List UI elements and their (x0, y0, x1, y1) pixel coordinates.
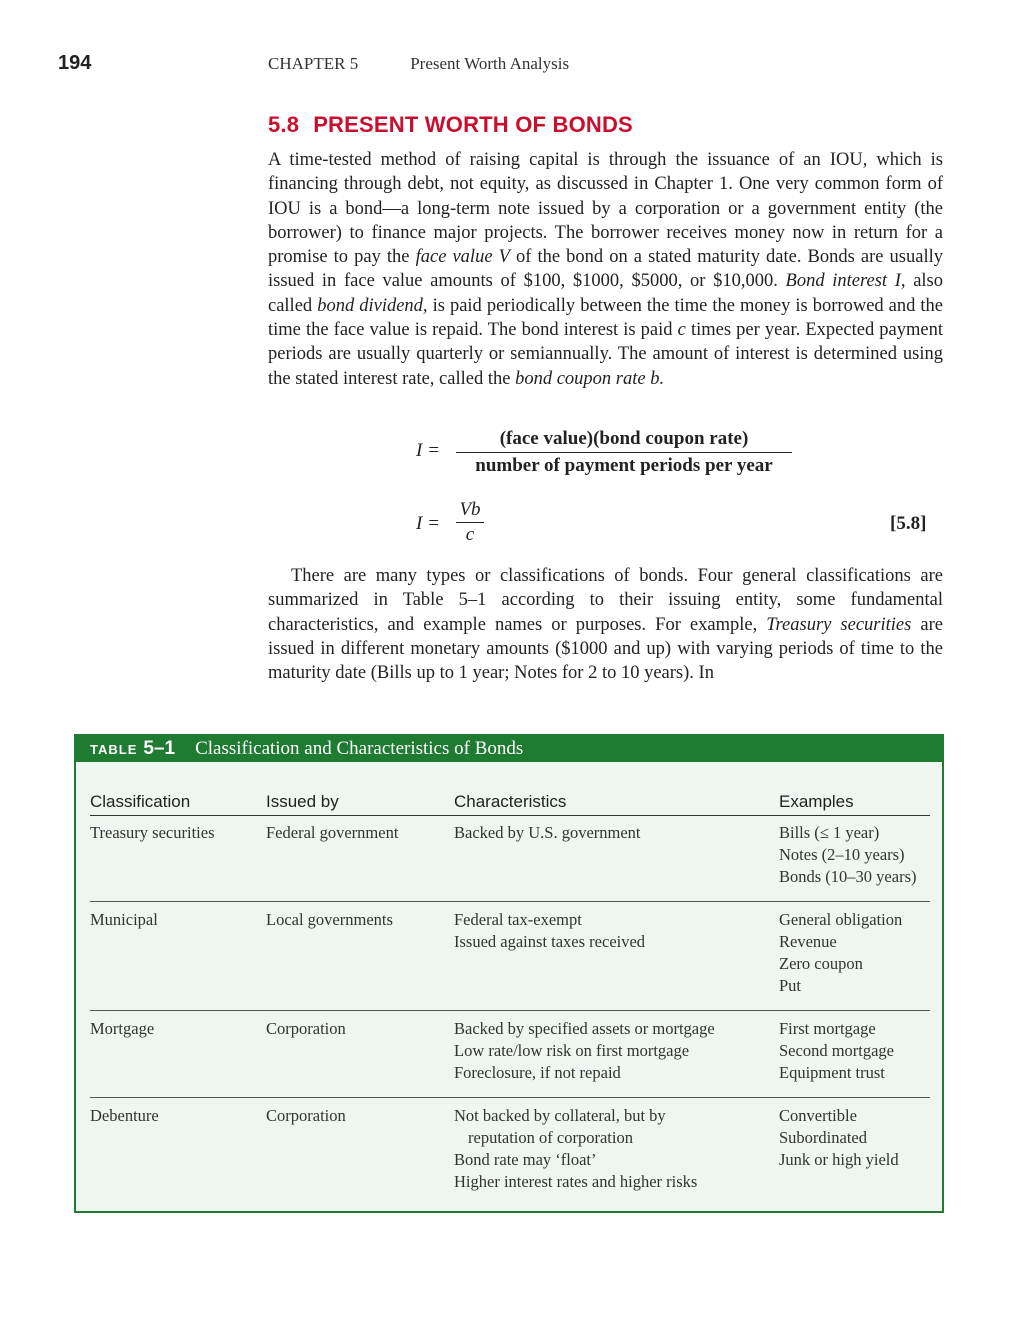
row-rule (90, 901, 930, 902)
formula1-fraction (456, 428, 792, 477)
table-number: 5–1 (143, 738, 176, 759)
section-number: 5.8 (268, 112, 300, 137)
example-line: Subordinated (779, 1128, 867, 1147)
column-header-examples: Examples (779, 792, 854, 811)
text-run: A time-tested method of raising capital is through the issuance of an IOU, which is financing through debt, not equity, as discussed in Chapter 1. One very common form of IOU is a bond—a long-term note issued by a corporation or a government entity (the borrower) to finance major projects. The borrower receives money now in return for a promise to pay the (268, 150, 943, 268)
row-rule (90, 1097, 930, 1098)
cell-issued-by: Corporation (266, 1019, 346, 1038)
cell-issued-by: Local governments (266, 910, 393, 929)
cell-characteristics (454, 909, 645, 953)
formula2-denominator: c (465, 524, 475, 545)
term-bond-interest: Bond interest I, (785, 271, 906, 292)
formula1-numerator: (face value)(bond coupon rate) (456, 428, 792, 453)
row-rule (90, 1010, 930, 1011)
cell-examples (779, 909, 902, 997)
section-heading (268, 112, 633, 138)
cell-issued-by: Federal government (266, 823, 399, 842)
example-line: Notes (2–10 years) (779, 845, 905, 864)
characteristic-line: Federal tax-exempt (454, 910, 582, 929)
page-number: 194 (58, 52, 92, 74)
table-caption: Classification and Characteristics of Bonds (195, 738, 524, 759)
term-c: c (677, 320, 686, 341)
formula2-lhs: I = (416, 513, 440, 534)
table-label: TABLE (90, 741, 138, 757)
cell-issued-by: Corporation (266, 1106, 346, 1125)
characteristic-line: reputation of corporation (468, 1128, 633, 1147)
cell-examples (779, 1018, 894, 1084)
example-line: General obligation (779, 910, 903, 929)
term-treasury-securities: Treasury securities (766, 614, 912, 635)
characteristic-line: Foreclosure, if not repaid (454, 1063, 621, 1082)
column-header-classification: Classification (90, 792, 191, 811)
term-coupon-rate: bond coupon rate b. (515, 368, 665, 389)
running-head (268, 54, 569, 74)
example-line: Put (779, 976, 802, 995)
term-bond-dividend: bond dividend, (317, 295, 428, 316)
example-line: Revenue (779, 932, 837, 951)
cell-examples (779, 1105, 899, 1171)
example-line: Junk or high yield (779, 1150, 899, 1169)
characteristic-line: Backed by specified assets or mortgage (454, 1019, 715, 1038)
chapter-title: Present Worth Analysis (410, 54, 570, 73)
cell-characteristics (454, 822, 641, 844)
equation-number: [5.8] (890, 513, 927, 534)
chapter-label: CHAPTER 5 (268, 54, 359, 73)
cell-classification: Debenture (90, 1106, 159, 1125)
characteristic-line: Higher interest rates and higher risks (454, 1172, 698, 1191)
example-line: Equipment trust (779, 1063, 885, 1082)
paragraph-intro (268, 148, 943, 391)
text-run: of the bond on a stated maturity date. Bonds are usually issued in face value amounts of $100, $1000, $5000, or $10,000. (268, 247, 943, 292)
characteristic-line: Backed by U.S. government (454, 823, 641, 842)
example-line: Second mortgage (779, 1041, 895, 1060)
characteristic-line: Bond rate may ‘float’ (454, 1150, 597, 1169)
characteristic-line: Issued against taxes received (454, 932, 646, 951)
column-header-issued-by: Issued by (266, 792, 339, 811)
text-run: is paid periodically between the time the money is borrowed and the time the face value is repaid. The bond interest is paid (268, 295, 944, 341)
characteristic-line: Not backed by collateral, but by (454, 1106, 666, 1125)
formula1-lhs: I = (416, 440, 440, 461)
characteristic-line: Low rate/low risk on first mortgage (454, 1041, 690, 1060)
cell-characteristics (454, 1018, 715, 1084)
cell-classification: Municipal (90, 910, 158, 929)
formula2-numerator: Vb (456, 499, 484, 523)
text-run: also called (268, 271, 943, 316)
paragraph-classifications (268, 564, 943, 685)
term-face-value: face value V (415, 247, 510, 268)
bond-classification-table (74, 734, 944, 1213)
example-line: Bills (≤ 1 year) (779, 823, 880, 842)
text-run: There are many types or classifications of bonds. Four general classifications are summarized in Table 5–1 according to their issuing entity, some fundamental characteristics, and example names or purposes. For example, (268, 566, 943, 635)
example-line: Zero coupon (779, 954, 863, 973)
table-title-bar (76, 736, 942, 762)
section-title: PRESENT WORTH OF BONDS (313, 112, 633, 137)
header-rule (90, 815, 930, 816)
cell-classification: Treasury securities (90, 823, 215, 842)
text-run: times per year. Expected payment periods are usually quarterly or semiannually. The amount of interest is determined using the stated interest rate, called the (268, 320, 943, 389)
example-line: Convertible (779, 1106, 857, 1125)
formula2-fraction (456, 499, 484, 546)
column-header-characteristics: Characteristics (454, 792, 567, 811)
cell-classification: Mortgage (90, 1019, 155, 1038)
cell-characteristics (454, 1105, 697, 1193)
cell-examples (779, 822, 916, 888)
example-line: Bonds (10–30 years) (779, 867, 917, 886)
example-line: First mortgage (779, 1019, 876, 1038)
formula1-denominator: number of payment periods per year (475, 455, 773, 476)
text-run: are issued in different monetary amounts ($1000 and up) with varying periods of time to the maturity date (Bills up to 1 year; Notes for 2 to 10 years). In (268, 614, 943, 684)
